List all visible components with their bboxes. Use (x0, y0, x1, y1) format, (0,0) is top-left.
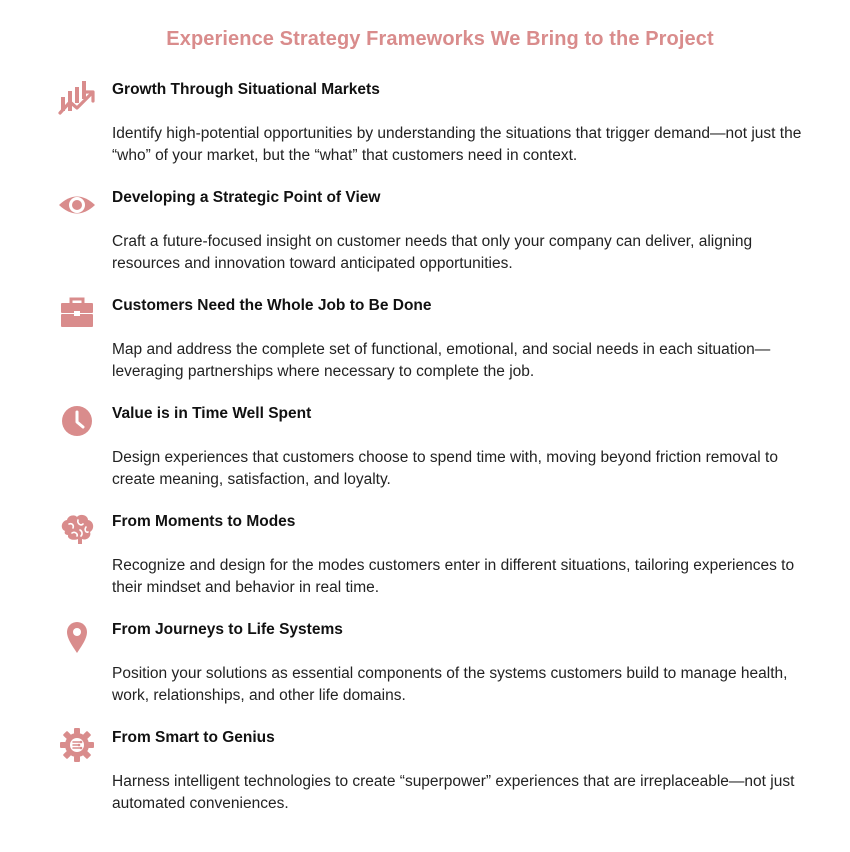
framework-description: Harness intelligent technologies to create “superpower” experiences that are irreplaceable—not just automated conveniences. (112, 773, 795, 812)
framework-description: Recognize and design for the modes customers enter in different situations, tailoring experiences to their mindset and behavior in real time. (112, 557, 795, 596)
framework-title: Developing a Strategic Point of View (112, 189, 381, 206)
location-pin-icon (57, 617, 97, 657)
framework-title: Customers Need the Whole Job to Be Done (112, 297, 432, 314)
growth-chart-icon (57, 77, 97, 117)
framework-item-smart-to-genius (0, 729, 850, 837)
framework-description: Position your solutions as essential components of the systems customers build to manage health, work, relationships, and other life domains. (112, 665, 788, 704)
brain-icon (57, 509, 97, 549)
framework-title: Growth Through Situational Markets (112, 81, 380, 98)
ai-gear-icon (57, 725, 97, 765)
framework-item-time-well-spent (0, 405, 850, 513)
briefcase-icon (57, 293, 97, 333)
framework-item-whole-job (0, 297, 850, 405)
framework-title: From Moments to Modes (112, 513, 296, 530)
framework-description: Craft a future-focused insight on customer needs that only your company can deliver, aligning resources and innovation toward anticipated opportunities. (112, 233, 753, 272)
framework-title: From Journeys to Life Systems (112, 621, 343, 638)
framework-item-moments-to-modes (0, 513, 850, 621)
framework-description: Design experiences that customers choose to spend time with, moving beyond friction removal to create meaning, satisfaction, and loyalty. (112, 449, 778, 488)
clock-icon (57, 401, 97, 441)
framework-item-point-of-view (0, 189, 850, 297)
eye-icon (57, 185, 97, 225)
framework-description: Identify high-potential opportunities by understanding the situations that trigger demand—not just the “who” of your market, but the “what” that customers need in context. (112, 125, 802, 164)
framework-item-growth (0, 81, 850, 189)
page-title: Experience Strategy Frameworks We Bring to the Project (166, 28, 714, 50)
framework-title: Value is in Time Well Spent (112, 405, 312, 422)
framework-item-life-systems (0, 621, 850, 729)
framework-description: Map and address the complete set of functional, emotional, and social needs in each situation—leveraging partnerships where necessary to complete the job. (112, 341, 771, 380)
framework-title: From Smart to Genius (112, 729, 275, 746)
